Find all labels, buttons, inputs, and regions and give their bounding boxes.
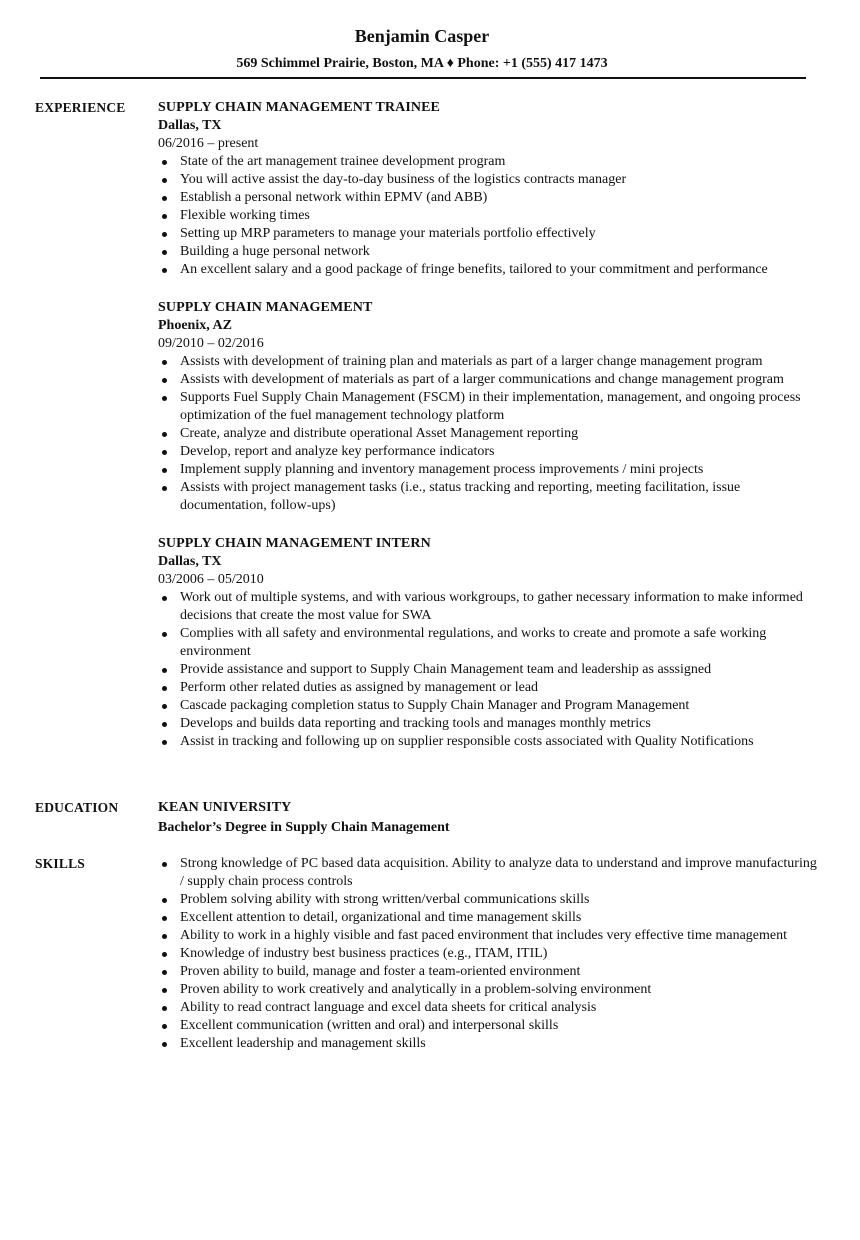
section-label-experience: EXPERIENCE xyxy=(35,100,126,115)
bullet-item xyxy=(158,461,818,479)
resume-header xyxy=(0,24,844,73)
bullet-dot-icon xyxy=(162,432,167,437)
bullet-dot-icon xyxy=(162,952,167,957)
job-location: Phoenix, AZ xyxy=(158,318,232,333)
candidate-name: Benjamin Casper xyxy=(354,26,490,46)
bullet-dot-icon xyxy=(162,268,167,273)
skill-text: Excellent leadership and management skills xyxy=(180,1036,426,1051)
bullet-dot-icon xyxy=(162,898,167,903)
bullet-dot-icon xyxy=(162,250,167,255)
bullet-text: Provide assistance and support to Supply Chain Management team and leadership as asssigned xyxy=(180,662,712,677)
bullet-dot-icon xyxy=(162,596,167,601)
bullet-text: Complies with all safety and environmental regulations, and works to create and promote a safe working environment xyxy=(180,626,767,659)
bullet-dot-icon xyxy=(162,1042,167,1047)
skill-item xyxy=(158,981,818,999)
job-dates: 06/2016 – present xyxy=(158,136,259,151)
bullet-item xyxy=(158,479,818,515)
bullet-item xyxy=(158,189,818,207)
bullet-dot-icon xyxy=(162,396,167,401)
skill-text: Excellent attention to detail, organizational and time management skills xyxy=(180,910,582,925)
skill-item xyxy=(158,1017,818,1035)
bullet-item xyxy=(158,425,818,443)
bullet-item xyxy=(158,225,818,243)
bullet-dot-icon xyxy=(162,916,167,921)
bullet-dot-icon xyxy=(162,686,167,691)
bullet-dot-icon xyxy=(162,360,167,365)
job-dates: 03/2006 – 05/2010 xyxy=(158,572,264,587)
bullet-dot-icon xyxy=(162,970,167,975)
bullet-dot-icon xyxy=(162,1024,167,1029)
bullet-item xyxy=(158,625,818,661)
bullet-dot-icon xyxy=(162,232,167,237)
degree-name: Bachelor’s Degree in Supply Chain Management xyxy=(158,820,450,835)
bullet-item xyxy=(158,661,818,679)
skill-text: Proven ability to build, manage and foster a team-oriented environment xyxy=(180,964,581,979)
skill-item xyxy=(158,963,818,981)
bullet-text: Work out of multiple systems, and with various workgroups, to gather necessary information to make informed decisions that create the most value for SWA xyxy=(180,590,803,623)
contact-line: 569 Schimmel Prairie, Boston, MA ♦ Phone: +1 (555) 417 1473 xyxy=(236,56,608,71)
bullet-item xyxy=(158,153,818,171)
bullet-item xyxy=(158,443,818,461)
bullet-item xyxy=(158,733,818,751)
skill-item xyxy=(158,945,818,963)
bullet-item xyxy=(158,207,818,225)
skill-text: Ability to read contract language and excel data sheets for critical analysis xyxy=(180,1000,597,1015)
bullet-text: Assists with development of materials as part of a larger communications and change management program xyxy=(180,372,784,387)
bullet-text: Setting up MRP parameters to manage your materials portfolio effectively xyxy=(180,226,596,241)
bullet-dot-icon xyxy=(162,178,167,183)
bullet-text: An excellent salary and a good package of fringe benefits, tailored to your commitment and performance xyxy=(180,262,768,277)
bullet-dot-icon xyxy=(162,450,167,455)
bullet-text: Develops and builds data reporting and tracking tools and manages monthly metrics xyxy=(180,716,651,731)
bullet-item xyxy=(158,715,818,733)
job-bullets xyxy=(158,153,818,279)
job-entry xyxy=(158,535,818,751)
bullet-text: Flexible working times xyxy=(180,208,310,223)
skill-item xyxy=(158,1035,818,1053)
bullet-item xyxy=(158,389,818,425)
bullet-text: Building a huge personal network xyxy=(180,244,370,259)
skill-text: Strong knowledge of PC based data acquisition. Ability to analyze data to understand and improve manufacturing / supply chain process controls xyxy=(180,856,817,889)
bullet-item xyxy=(158,371,818,389)
job-bullets xyxy=(158,589,818,751)
bullet-dot-icon xyxy=(162,214,167,219)
bullet-text: Perform other related duties as assigned by management or lead xyxy=(180,680,539,695)
bullet-text: State of the art management trainee development program xyxy=(180,154,506,169)
education-entry xyxy=(158,799,818,837)
skill-text: Knowledge of industry best business practices (e.g., ITAM, ITIL) xyxy=(180,946,548,961)
bullet-dot-icon xyxy=(162,378,167,383)
bullet-dot-icon xyxy=(162,704,167,709)
skill-item xyxy=(158,891,818,909)
school-name: KEAN UNIVERSITY xyxy=(158,800,292,815)
skills-list xyxy=(158,855,818,1053)
skill-text: Excellent communication (written and oral) and interpersonal skills xyxy=(180,1018,559,1033)
job-title: SUPPLY CHAIN MANAGEMENT INTERN xyxy=(158,536,431,551)
job-title: SUPPLY CHAIN MANAGEMENT TRAINEE xyxy=(158,100,440,115)
bullet-text: Establish a personal network within EPMV (and ABB) xyxy=(180,190,488,205)
skill-text: Problem solving ability with strong written/verbal communications skills xyxy=(180,892,590,907)
bullet-item xyxy=(158,243,818,261)
skill-text: Proven ability to work creatively and analytically in a problem-solving environment xyxy=(180,982,652,997)
bullet-text: Supports Fuel Supply Chain Management (FSCM) in their implementation, management, and ongoing process optimization of the fuel management technology platform xyxy=(180,390,801,423)
bullet-text: Implement supply planning and inventory management process improvements / mini projects xyxy=(180,462,704,477)
header-divider xyxy=(40,77,806,79)
bullet-dot-icon xyxy=(162,196,167,201)
section-label-education: EDUCATION xyxy=(35,800,119,815)
bullet-text: Assists with project management tasks (i.e., status tracking and reporting, meeting facilitation, issue documentation, follow-ups) xyxy=(180,480,741,513)
bullet-dot-icon xyxy=(162,486,167,491)
bullet-dot-icon xyxy=(162,160,167,165)
bullet-text: Create, analyze and distribute operational Asset Management reporting xyxy=(180,426,579,441)
bullet-item xyxy=(158,679,818,697)
job-location: Dallas, TX xyxy=(158,554,222,569)
skill-item xyxy=(158,855,818,891)
bullet-text: Cascade packaging completion status to Supply Chain Manager and Program Management xyxy=(180,698,690,713)
bullet-dot-icon xyxy=(162,668,167,673)
bullet-text: Develop, report and analyze key performance indicators xyxy=(180,444,495,459)
bullet-dot-icon xyxy=(162,862,167,867)
bullet-item xyxy=(158,261,818,279)
skill-item xyxy=(158,999,818,1017)
job-bullets xyxy=(158,353,818,515)
skills-bullets xyxy=(158,855,818,1053)
bullet-text: Assists with development of training plan and materials as part of a larger change management program xyxy=(180,354,763,369)
skill-item xyxy=(158,909,818,927)
skill-text: Ability to work in a highly visible and fast paced environment that includes very effective time management xyxy=(180,928,788,943)
bullet-dot-icon xyxy=(162,1006,167,1011)
bullet-dot-icon xyxy=(162,740,167,745)
skill-item xyxy=(158,927,818,945)
bullet-dot-icon xyxy=(162,934,167,939)
job-location: Dallas, TX xyxy=(158,118,222,133)
bullet-dot-icon xyxy=(162,988,167,993)
bullet-item xyxy=(158,353,818,371)
job-title: SUPPLY CHAIN MANAGEMENT xyxy=(158,300,373,315)
section-label-skills: SKILLS xyxy=(35,856,85,871)
bullet-item xyxy=(158,171,818,189)
bullet-item xyxy=(158,589,818,625)
bullet-item xyxy=(158,697,818,715)
job-dates: 09/2010 – 02/2016 xyxy=(158,336,264,351)
bullet-text: Assist in tracking and following up on supplier responsible costs associated with Quality Notifications xyxy=(180,734,754,749)
bullet-dot-icon xyxy=(162,722,167,727)
job-entry xyxy=(158,299,818,515)
bullet-dot-icon xyxy=(162,632,167,637)
experience-list xyxy=(158,99,818,771)
bullet-text: You will active assist the day-to-day business of the logistics contracts manager xyxy=(180,172,627,187)
job-entry xyxy=(158,99,818,279)
bullet-dot-icon xyxy=(162,468,167,473)
